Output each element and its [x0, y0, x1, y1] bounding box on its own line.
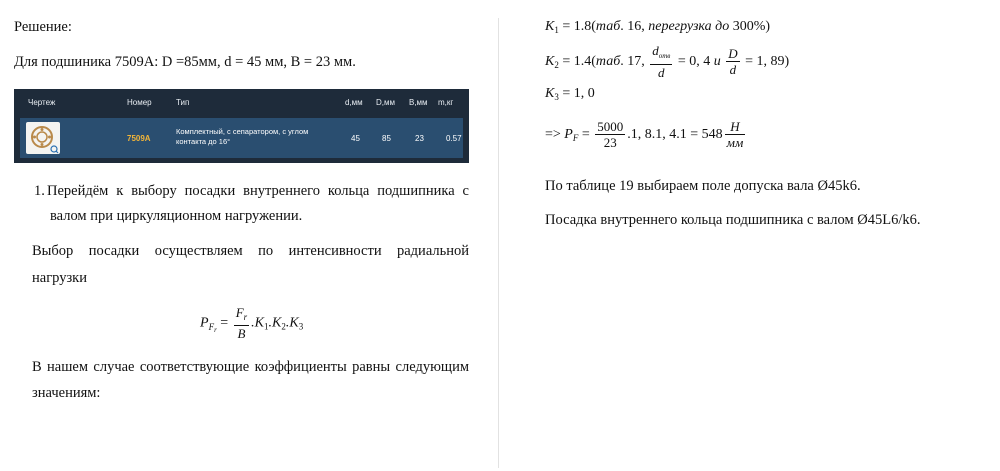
load-intensity-result: => $P_F$ = $\frac{5000}{23}$ .1, 8.1, 4.1 = 548 $\frac{H}{мм}$	[545, 119, 744, 150]
bearing-table-image	[14, 89, 469, 163]
coefficient-k2: $K_2 = 1.4(таб$. 17, $\frac{d_{отв}}{d}$ = 0, 4 и $\frac{D}{d}$ = 1, 89)	[545, 43, 790, 80]
table-header	[14, 89, 469, 115]
header-drawing: Чертеж	[28, 98, 56, 107]
header-B: B,мм	[409, 98, 428, 107]
header-number: Номер	[127, 98, 152, 107]
case-line2: значениям:	[32, 385, 101, 401]
formula-eq: =	[220, 315, 229, 331]
header-d: d,мм	[345, 98, 363, 107]
radial-load-formula: $P_{F_r}$ = $\frac{F_r}{B}$ $.K_1.K_2.K_3$	[200, 305, 304, 341]
tolerance-selection: По таблице 19 выбираем поле допуска вала Ø45k6.	[545, 178, 861, 194]
cell-m: 0.57	[446, 134, 462, 143]
list-item-line1: Перейдём к выбору посадки внутреннего кольца подшипника с	[47, 183, 469, 199]
formula-fraction: $\frac{F_r}{B}$	[235, 305, 248, 341]
list-item-line2: валом при циркуляционном нагружении.	[50, 208, 303, 224]
choice-line1: Выбор посадки осуществляем по интенсивности радиальной	[32, 243, 469, 259]
bearing-drawing-thumbnail[interactable]	[26, 122, 60, 154]
cell-type: Комплектный, с сепаратором, с углом контакта до 16°	[176, 127, 309, 146]
table-row[interactable]	[20, 118, 463, 158]
formula-P: P	[200, 315, 209, 331]
case-line1: В нашем случае соответствующие коэффициенты равны следующим	[32, 359, 469, 375]
coefficient-k3: $K_3 = 1$, 0	[545, 86, 595, 102]
column-divider	[498, 18, 499, 468]
fit-result: Посадка внутреннего кольца подшипника с валом Ø45L6/k6.	[545, 212, 921, 228]
coefficient-k1: $K_1 = 1.8(таб$. 16, перегрузка до 300%)	[545, 19, 771, 35]
solution-heading: Решение:	[14, 19, 72, 35]
cell-D: 85	[382, 134, 391, 143]
header-D: D,мм	[376, 98, 395, 107]
cell-d: 45	[351, 134, 360, 143]
header-m: m,кг	[438, 98, 454, 107]
list-item-number: 1.	[34, 183, 45, 199]
choice-line2: нагрузки	[32, 270, 87, 286]
formula-P-sub: Fr	[208, 321, 217, 334]
bearing-dimensions: Для подшиника 7509А: D =85мм, d = 45 мм, B = 23 мм.	[14, 54, 356, 70]
header-type: Тип	[176, 98, 190, 107]
cell-B: 23	[415, 134, 424, 143]
cell-number: 7509А	[127, 134, 151, 143]
bearing-icon	[26, 122, 60, 154]
